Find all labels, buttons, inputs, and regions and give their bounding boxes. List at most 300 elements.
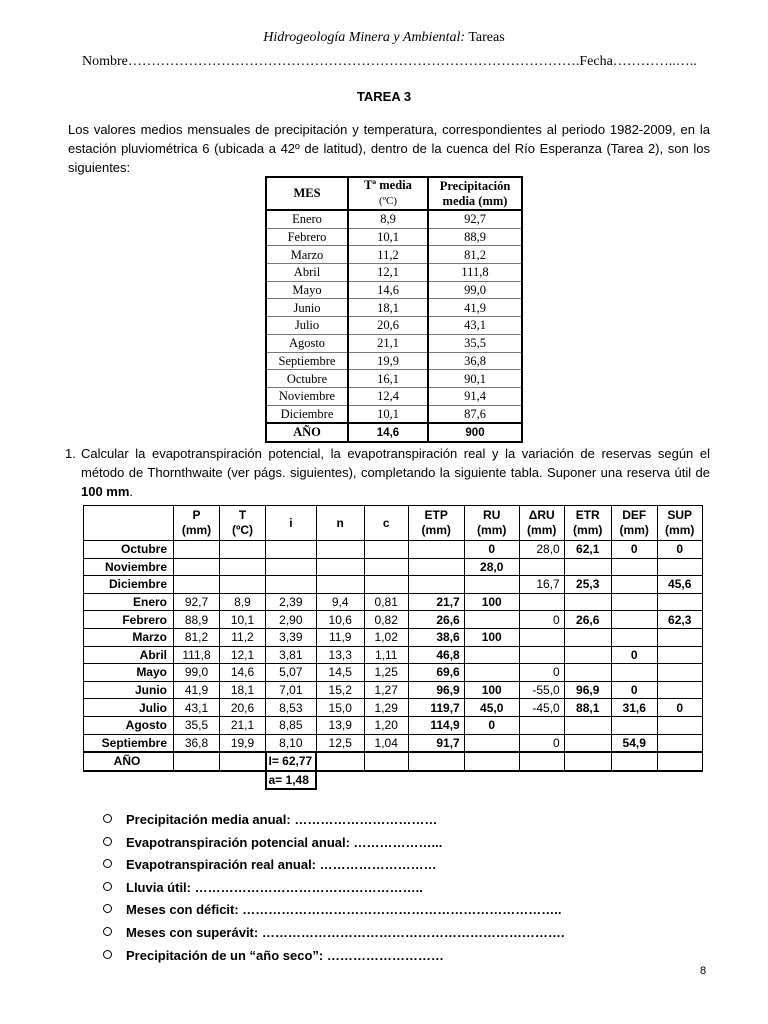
climate-row	[266, 334, 522, 352]
balance-cell: 0	[464, 716, 519, 734]
bullet-circle-icon	[103, 927, 112, 936]
climate-month: Abril	[266, 264, 348, 282]
question-1	[65, 444, 710, 501]
header-col-unit: (ºC)	[231, 523, 254, 537]
balance-cell: 1,02	[364, 628, 408, 646]
header-col-unit: (mm)	[573, 523, 603, 537]
balance-cell	[611, 628, 657, 646]
climate-precip: 81,2	[428, 246, 522, 264]
heat-index-I: I= 62,77	[266, 752, 317, 771]
balance-cell	[464, 576, 519, 594]
header-col-label: n	[336, 515, 344, 530]
summary-item	[103, 946, 564, 969]
col-temp-unit: (ºC)	[378, 195, 398, 207]
blank-cell	[611, 771, 657, 790]
balance-cell: 11,9	[316, 628, 364, 646]
balance-cell: 100	[464, 681, 519, 699]
col-mes: MES	[266, 177, 348, 210]
page-title: TAREA 3	[356, 89, 412, 104]
header-col-label: i	[289, 515, 293, 530]
climate-precip: 91,4	[428, 387, 522, 405]
climate-row	[266, 228, 522, 246]
summary-item-text: Meses con déficit: ………………………………………………………………..	[126, 902, 562, 918]
balance-cell: 31,6	[611, 699, 657, 717]
balance-cell	[564, 664, 611, 682]
balance-cell: 99,0	[174, 664, 220, 682]
balance-cell	[316, 541, 364, 559]
exponent-a: a= 1,48	[266, 771, 317, 790]
balance-cell: 0	[657, 541, 702, 559]
summary-item	[103, 878, 564, 901]
climate-precip: 43,1	[428, 317, 522, 335]
balance-cell: 111,8	[174, 646, 220, 664]
balance-cell	[364, 576, 408, 594]
balance-cell	[657, 716, 702, 734]
balance-row	[84, 716, 703, 734]
balance-month: Marzo	[84, 628, 174, 646]
balance-cell: -45,0	[519, 699, 564, 717]
balance-cell: 11,2	[220, 628, 266, 646]
climate-row	[266, 370, 522, 388]
balance-total-cell	[364, 752, 408, 771]
balance-cell	[611, 576, 657, 594]
header-col-label: ETP	[424, 508, 448, 522]
balance-cell	[174, 576, 220, 594]
climate-month: Junio	[266, 299, 348, 317]
balance-cell	[564, 646, 611, 664]
summary-item-text: Evapotranspiración real anual: ………………………	[126, 857, 437, 873]
col-temp	[348, 177, 428, 210]
balance-cell	[316, 576, 364, 594]
balance-month: Septiembre	[84, 734, 174, 752]
name-date-line: Nombre…………………………………………………………………………………….Fecha…………..…..	[82, 54, 697, 69]
summary-item-text: Meses con superávit: …………………………………………………………….	[126, 924, 565, 940]
summary-item	[103, 900, 564, 923]
balance-cell	[266, 576, 317, 594]
balance-cell: 3,39	[266, 628, 317, 646]
balance-cell	[266, 558, 317, 576]
balance-cell: 92,7	[174, 593, 220, 611]
balance-cell	[657, 558, 702, 576]
climate-precip: 41,9	[428, 299, 522, 317]
question-text-after: .	[129, 484, 134, 499]
balance-cell: 8,85	[266, 716, 317, 734]
blank-cell	[564, 771, 611, 790]
balance-total-cell	[611, 752, 657, 771]
climate-temp: 8,9	[348, 210, 428, 228]
climate-temp: 21,1	[348, 334, 428, 352]
header-col-unit: (mm)	[477, 523, 507, 537]
bullet-circle-icon	[103, 859, 112, 868]
total-precip: 900	[428, 423, 522, 442]
balance-cell	[564, 593, 611, 611]
climate-row	[266, 405, 522, 423]
header-col-label: ETR	[575, 508, 600, 522]
balance-cell: 0	[519, 664, 564, 682]
balance-cell: 1,25	[364, 664, 408, 682]
balance-cell	[519, 628, 564, 646]
balance-cell: 1,20	[364, 716, 408, 734]
header-col-unit: (mm)	[421, 523, 451, 537]
balance-cell: 8,9	[220, 593, 266, 611]
balance-cell: 12,1	[220, 646, 266, 664]
balance-cell: 43,1	[174, 699, 220, 717]
balance-total-cell	[408, 752, 464, 771]
climate-temp: 20,6	[348, 317, 428, 335]
balance-cell: 13,3	[316, 646, 364, 664]
balance-cell: 62,3	[657, 611, 702, 629]
climate-temp: 14,6	[348, 281, 428, 299]
climate-month: Marzo	[266, 246, 348, 264]
total-label: AÑO	[266, 423, 348, 442]
balance-month: Noviembre	[84, 558, 174, 576]
balance-cell: 41,9	[174, 681, 220, 699]
balance-cell: 54,9	[611, 734, 657, 752]
balance-cell: 0	[611, 681, 657, 699]
header-col	[174, 506, 220, 541]
balance-cell	[657, 628, 702, 646]
balance-cell: 0,82	[364, 611, 408, 629]
col-precip	[428, 177, 522, 210]
balance-cell: 18,1	[220, 681, 266, 699]
balance-cell: 8,10	[266, 734, 317, 752]
blank-cell	[220, 771, 266, 790]
balance-month: Octubre	[84, 541, 174, 559]
balance-cell: 69,6	[408, 664, 464, 682]
climate-month: Mayo	[266, 281, 348, 299]
balance-cell: 0	[611, 646, 657, 664]
bullet-circle-icon	[103, 904, 112, 913]
balance-total-cell	[464, 752, 519, 771]
balance-row	[84, 681, 703, 699]
summary-item-text: Lluvia útil: ……………………………………………..	[126, 879, 423, 895]
balance-cell	[564, 716, 611, 734]
balance-cell: 1,04	[364, 734, 408, 752]
balance-cell: 0	[519, 734, 564, 752]
climate-precip: 111,8	[428, 264, 522, 282]
balance-row	[84, 541, 703, 559]
climate-temp: 18,1	[348, 299, 428, 317]
header-col-label: SUP	[667, 508, 693, 522]
balance-cell: 21,1	[220, 716, 266, 734]
balance-cell: 91,7	[408, 734, 464, 752]
balance-cell: 36,8	[174, 734, 220, 752]
balance-cell: 119,7	[408, 699, 464, 717]
balance-month: Junio	[84, 681, 174, 699]
blank-cell	[519, 771, 564, 790]
climate-temp: 10,1	[348, 405, 428, 423]
balance-cell	[611, 716, 657, 734]
balance-total-cell	[657, 752, 702, 771]
header-col-label: ΔRU	[528, 508, 555, 522]
climate-temp: 16,1	[348, 370, 428, 388]
balance-cell	[220, 541, 266, 559]
question-text-bold: 100 mm	[81, 484, 130, 499]
balance-cell	[564, 558, 611, 576]
header-col	[220, 506, 266, 541]
balance-cell: 26,6	[564, 611, 611, 629]
climate-temp: 19,9	[348, 352, 428, 370]
balance-cell	[657, 593, 702, 611]
balance-cell	[316, 558, 364, 576]
header-col-unit: (mm)	[665, 523, 695, 537]
header-empty	[84, 506, 174, 541]
balance-cell	[519, 716, 564, 734]
balance-cell	[657, 681, 702, 699]
question-number: 1.	[65, 446, 76, 461]
balance-month: Agosto	[84, 716, 174, 734]
thornthwaite-table	[83, 505, 703, 790]
balance-cell: 0	[657, 699, 702, 717]
page-number: 8	[700, 965, 707, 977]
balance-cell	[611, 558, 657, 576]
blank-cell	[174, 771, 220, 790]
balance-row	[84, 558, 703, 576]
balance-month: Enero	[84, 593, 174, 611]
bullet-circle-icon	[103, 882, 112, 891]
summary-item-text: Precipitación de un “año seco”: ………………………	[126, 947, 444, 963]
balance-cell: 15,2	[316, 681, 364, 699]
climate-temp: 12,4	[348, 387, 428, 405]
climate-month: Julio	[266, 317, 348, 335]
balance-row	[84, 664, 703, 682]
blank-cell	[316, 771, 364, 790]
balance-row	[84, 593, 703, 611]
question-text-before: Calcular la evapotranspiración potencial, la evapotranspiración real y la variación de reservas según el método de Thornthwaite (ver págs. siguientes), completando la siguiente tabla. Suponer una reserva útil de	[81, 446, 710, 480]
climate-temp: 11,2	[348, 246, 428, 264]
balance-cell: 100	[464, 628, 519, 646]
summary-item	[103, 855, 564, 878]
balance-cell	[174, 541, 220, 559]
page-header	[0, 30, 768, 46]
header-col-label: RU	[483, 508, 501, 522]
balance-cell: 88,1	[564, 699, 611, 717]
col-temp-label: Tª media	[364, 178, 412, 192]
header-course: Hidrogeología Minera y Ambiental:	[263, 30, 466, 45]
climate-table-body	[266, 210, 522, 423]
balance-cell	[519, 593, 564, 611]
balance-month: Mayo	[84, 664, 174, 682]
balance-cell	[519, 646, 564, 664]
header-col-label: DEF	[622, 508, 647, 522]
balance-cell: 62,1	[564, 541, 611, 559]
header-col	[408, 506, 464, 541]
balance-cell: 0	[519, 611, 564, 629]
balance-row	[84, 576, 703, 594]
climate-table	[265, 176, 523, 443]
climate-month: Octubre	[266, 370, 348, 388]
balance-cell: 10,6	[316, 611, 364, 629]
balance-cell: 19,9	[220, 734, 266, 752]
balance-cell	[611, 593, 657, 611]
balance-cell: 2,39	[266, 593, 317, 611]
header-col	[266, 506, 317, 541]
climate-month: Febrero	[266, 228, 348, 246]
question-text	[68, 444, 710, 501]
balance-cell	[519, 558, 564, 576]
balance-cell	[408, 541, 464, 559]
summary-item	[103, 833, 564, 856]
climate-row	[266, 246, 522, 264]
climate-temp: 12,1	[348, 264, 428, 282]
balance-row	[84, 699, 703, 717]
balance-total-cell	[564, 752, 611, 771]
climate-month: Septiembre	[266, 352, 348, 370]
balance-cell: 114,9	[408, 716, 464, 734]
balance-cell: 38,6	[408, 628, 464, 646]
balance-cell: 26,6	[408, 611, 464, 629]
balance-cell: 8,53	[266, 699, 317, 717]
climate-precip: 88,9	[428, 228, 522, 246]
bullet-circle-icon	[103, 837, 112, 846]
balance-total-label: AÑO	[84, 752, 174, 771]
balance-month: Febrero	[84, 611, 174, 629]
balance-cell: 1,29	[364, 699, 408, 717]
climate-row	[266, 387, 522, 405]
balance-cell	[174, 558, 220, 576]
summary-item	[103, 810, 564, 833]
climate-row	[266, 317, 522, 335]
header-col	[611, 506, 657, 541]
balance-cell: 100	[464, 593, 519, 611]
balance-cell: 81,2	[174, 628, 220, 646]
header-col-unit: (mm)	[527, 523, 557, 537]
balance-cell	[464, 664, 519, 682]
balance-cell: 1,27	[364, 681, 408, 699]
intro-paragraph: Los valores medios mensuales de precipitación y temperatura, correspondientes al periodo 1982-2009, en la estación pluviométrica 6 (ubicada a 42º de latitud), dentro de la cuenca del Río Esperanza (Tarea 2), son los siguientes:	[68, 122, 710, 175]
header-col-label: P	[192, 508, 201, 522]
balance-cell: -55,0	[519, 681, 564, 699]
balance-row	[84, 734, 703, 752]
balance-cell: 35,5	[174, 716, 220, 734]
balance-cell: 14,6	[220, 664, 266, 682]
balance-cell: 28,0	[464, 558, 519, 576]
balance-cell: 7,01	[266, 681, 317, 699]
balance-cell	[611, 664, 657, 682]
header-col-unit: (mm)	[619, 523, 649, 537]
header-col-unit: (mm)	[181, 523, 212, 537]
col-precip-label: Precipitación	[439, 178, 511, 193]
balance-cell	[220, 576, 266, 594]
balance-cell: 2,90	[266, 611, 317, 629]
header-col	[657, 506, 702, 541]
climate-month: Enero	[266, 210, 348, 228]
balance-cell	[657, 664, 702, 682]
balance-cell	[657, 646, 702, 664]
total-temp: 14,6	[348, 423, 428, 442]
balance-cell: 28,0	[519, 541, 564, 559]
climate-precip: 99,0	[428, 281, 522, 299]
exponent-row	[84, 771, 703, 790]
balance-cell: 3,81	[266, 646, 317, 664]
climate-month: Noviembre	[266, 387, 348, 405]
balance-month: Julio	[84, 699, 174, 717]
balance-month: Abril	[84, 646, 174, 664]
balance-total-cell	[174, 752, 220, 771]
climate-precip: 36,8	[428, 352, 522, 370]
climate-precip: 87,6	[428, 405, 522, 423]
balance-cell: 0	[464, 541, 519, 559]
balance-cell	[220, 558, 266, 576]
balance-total-cell	[220, 752, 266, 771]
header-col-label: c	[382, 515, 390, 530]
balance-cell: 96,9	[408, 681, 464, 699]
blank-cell	[408, 771, 464, 790]
balance-cell: 0	[611, 541, 657, 559]
balance-cell	[464, 646, 519, 664]
blank-cell	[464, 771, 519, 790]
balance-total-row	[84, 752, 703, 771]
balance-cell	[266, 541, 317, 559]
balance-cell	[611, 611, 657, 629]
summary-item-text: Precipitación media anual: ……………………………	[126, 812, 438, 827]
balance-cell	[464, 611, 519, 629]
bullet-circle-icon	[103, 814, 112, 823]
balance-row	[84, 628, 703, 646]
balance-cell: 15,0	[316, 699, 364, 717]
climate-month: Agosto	[266, 334, 348, 352]
balance-cell: 9,4	[316, 593, 364, 611]
climate-precip: 90,1	[428, 370, 522, 388]
balance-total-cell	[519, 752, 564, 771]
balance-month: Diciembre	[84, 576, 174, 594]
balance-cell: 5,07	[266, 664, 317, 682]
balance-cell: 10,1	[220, 611, 266, 629]
balance-cell	[408, 558, 464, 576]
balance-cell: 20,6	[220, 699, 266, 717]
bullet-circle-icon	[103, 950, 112, 959]
balance-cell: 25,3	[564, 576, 611, 594]
summary-item	[103, 923, 564, 946]
header-section: Tareas	[468, 30, 505, 45]
balance-cell: 16,7	[519, 576, 564, 594]
header-col	[316, 506, 364, 541]
climate-row	[266, 264, 522, 282]
balance-row	[84, 646, 703, 664]
thornthwaite-body	[84, 541, 703, 790]
header-col	[364, 506, 408, 541]
climate-temp: 10,1	[348, 228, 428, 246]
header-col	[564, 506, 611, 541]
blank-cell	[364, 771, 408, 790]
header-col	[519, 506, 564, 541]
summary-list	[103, 810, 564, 968]
balance-cell: 45,6	[657, 576, 702, 594]
balance-cell: 12,5	[316, 734, 364, 752]
balance-cell	[564, 628, 611, 646]
blank-cell	[84, 771, 174, 790]
header-col	[464, 506, 519, 541]
col-precip-unit: media (mm)	[442, 193, 508, 208]
header-col-label: T	[238, 508, 247, 522]
climate-row	[266, 299, 522, 317]
balance-cell: 46,8	[408, 646, 464, 664]
balance-cell: 21,7	[408, 593, 464, 611]
balance-cell	[657, 734, 702, 752]
balance-cell	[564, 734, 611, 752]
balance-cell	[364, 558, 408, 576]
balance-row	[84, 611, 703, 629]
balance-cell	[364, 541, 408, 559]
climate-precip: 92,7	[428, 210, 522, 228]
balance-cell: 45,0	[464, 699, 519, 717]
balance-cell: 96,9	[564, 681, 611, 699]
climate-precip: 35,5	[428, 334, 522, 352]
balance-cell: 88,9	[174, 611, 220, 629]
climate-row	[266, 281, 522, 299]
climate-month: Diciembre	[266, 405, 348, 423]
balance-cell: 14,5	[316, 664, 364, 682]
